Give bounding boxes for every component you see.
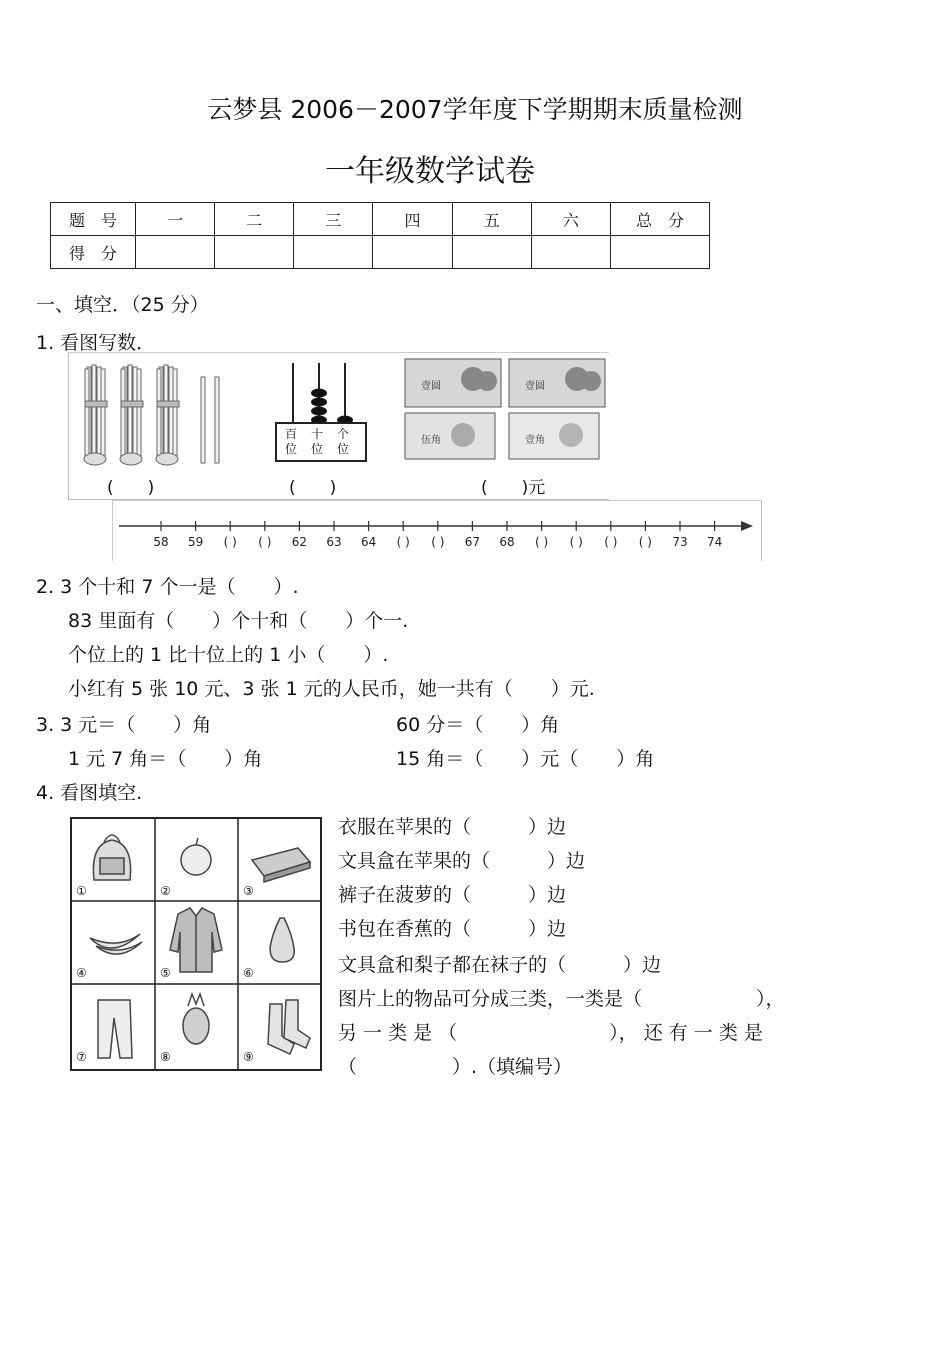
q1-answer-blank[interactable]: ( )	[289, 478, 337, 498]
banknote-label: 壹圆	[421, 381, 441, 392]
q2-line: 83 里面有（ ）个十和（ ）个一.	[68, 610, 409, 632]
number-line-label: 62	[291, 535, 308, 549]
banknote-label: 伍角	[421, 435, 441, 446]
abacus-label: 十	[311, 427, 324, 441]
score-input-cell[interactable]	[452, 236, 531, 269]
number-line-blank[interactable]: ( )	[396, 535, 410, 549]
score-cell: 一	[136, 203, 215, 236]
stick-bundles-image	[83, 363, 233, 471]
q2-line: 个位上的 1 比十位上的 1 小（ ）.	[68, 644, 389, 666]
q4-label: 4. 看图填空.	[36, 782, 143, 804]
number-line-label: 67	[464, 535, 481, 549]
grid-number: ②	[160, 884, 171, 898]
number-line-blank[interactable]: ( )	[535, 535, 549, 549]
number-line	[113, 501, 761, 561]
score-cell: 题 号	[51, 203, 136, 236]
score-cell: 三	[294, 203, 373, 236]
grid-number: ⑥	[243, 966, 254, 980]
q4-line: 另 一 类 是 （ ）， 还 有 一 类 是	[338, 1022, 763, 1044]
number-line-blank[interactable]: ( )	[258, 535, 272, 549]
grid-number: ③	[243, 884, 254, 898]
exam-title: 云梦县 2006－2007学年度下学期期末质量检测	[207, 95, 743, 124]
score-cell: 总 分	[611, 203, 710, 236]
score-table-score-row	[51, 236, 710, 269]
q4-line: 裤子在菠萝的（ ）边	[338, 884, 567, 906]
score-cell: 四	[373, 203, 452, 236]
grid-number: ⑤	[160, 966, 171, 980]
q1-picture-frame	[68, 352, 609, 500]
number-line-blank[interactable]: ( )	[638, 535, 652, 549]
number-line-label: 73	[672, 535, 688, 549]
score-table-header-row	[51, 203, 710, 236]
q1-label: 1. 看图写数．	[36, 332, 156, 354]
section1-heading: 一、填空．（25 分）	[36, 294, 209, 316]
number-line-label: 68	[499, 535, 515, 549]
score-input-cell[interactable]	[531, 236, 610, 269]
score-table	[50, 202, 710, 269]
number-line-label: 74	[706, 535, 723, 549]
q4-line: 图片上的物品可分成三类，一类是（ ），	[338, 988, 785, 1010]
grid-number: ④	[76, 966, 87, 980]
q2-line: 2. 3 个十和 7 个一是（ ）.	[36, 576, 299, 598]
number-line-blank[interactable]: ( )	[569, 535, 583, 549]
q3-item: 1 元 7 角＝（ ）角	[68, 748, 263, 770]
q4-picture-grid	[68, 814, 324, 1076]
q4-line: 书包在香蕉的（ ）边	[338, 918, 567, 940]
abacus-label: 个	[337, 427, 350, 441]
q1-answer-blank[interactable]: ( )	[107, 478, 155, 498]
q4-grid-image	[68, 814, 324, 1076]
number-line-label: 64	[360, 535, 377, 549]
q3-item: 15 角＝（ ）元（ ）角	[396, 748, 655, 770]
score-cell: 六	[531, 203, 610, 236]
score-cell: 二	[215, 203, 294, 236]
banknote-label: 壹角	[525, 435, 545, 446]
abacus-label: 位	[337, 442, 350, 456]
q3-item: 60 分＝（ ）角	[396, 714, 560, 736]
score-row-label: 得 分	[51, 236, 136, 269]
score-input-cell[interactable]	[136, 236, 215, 269]
grid-number: ⑧	[160, 1050, 171, 1064]
banknote-label: 壹圆	[525, 381, 545, 392]
number-line-label: 59	[187, 535, 204, 549]
q2-line: 小红有 5 张 10 元、3 张 1 元的人民币，她一共有（ ）元.	[68, 678, 595, 700]
q3-item: 3. 3 元＝（ ）角	[36, 714, 212, 736]
q1-answer-blank[interactable]: ( )元	[481, 478, 546, 498]
grid-number: ①	[76, 884, 87, 898]
number-line-label: 63	[326, 535, 342, 549]
grid-number: ⑦	[76, 1050, 87, 1064]
q4-line: （ ）.（填编号）	[338, 1056, 573, 1078]
abacus-label: 百	[285, 427, 298, 441]
grid-number: ⑨	[243, 1050, 254, 1064]
number-line-label: 58	[153, 535, 169, 549]
score-input-cell[interactable]	[294, 236, 373, 269]
abacus-label: 位	[285, 442, 298, 456]
number-line-blank[interactable]: ( )	[604, 535, 618, 549]
score-cell: 五	[452, 203, 531, 236]
q4-line: 文具盒和梨子都在袜子的（ ）边	[338, 954, 662, 976]
abacus-label: 位	[311, 442, 324, 456]
banknotes-image	[403, 357, 609, 465]
q4-line: 衣服在苹果的（ ）边	[338, 816, 567, 838]
number-line-frame	[112, 500, 762, 561]
score-input-cell[interactable]	[373, 236, 452, 269]
number-line-blank[interactable]: ( )	[431, 535, 445, 549]
score-input-cell[interactable]	[611, 236, 710, 269]
q4-line: 文具盒在苹果的（ ）边	[338, 850, 586, 872]
number-line-blank[interactable]: ( )	[223, 535, 237, 549]
exam-subtitle: 一年级数学试卷	[325, 154, 535, 189]
score-input-cell[interactable]	[215, 236, 294, 269]
